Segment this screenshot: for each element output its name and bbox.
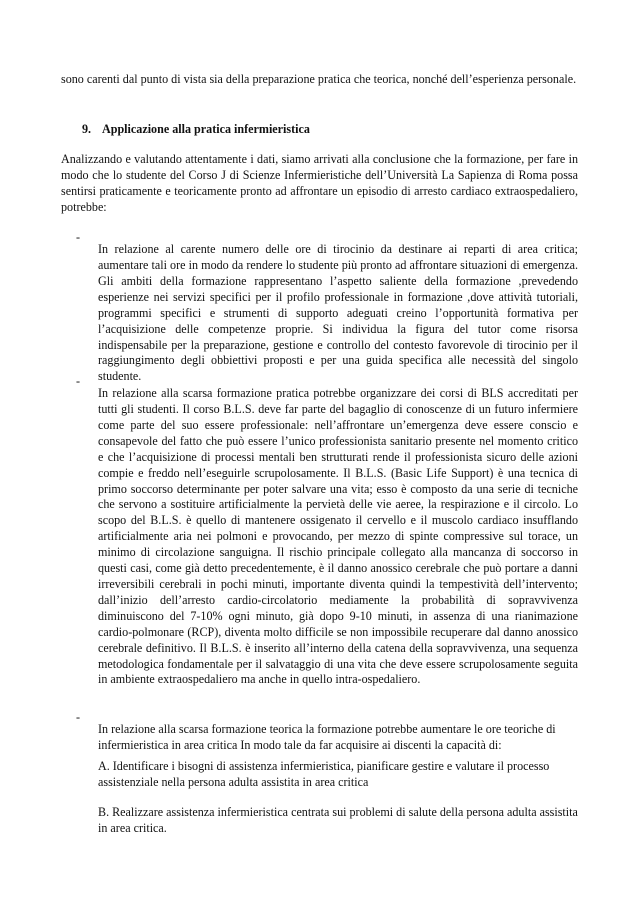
intro-paragraph <box>61 72 578 88</box>
section-title: Applicazione alla pratica infermieristica <box>102 122 310 136</box>
bullet-item-bls <box>76 374 578 700</box>
lead-paragraph <box>61 152 578 216</box>
sub-item-b: B. Realizzare assistenza infermieristica centrata sui problemi di salute della persona adulta assistita in area critica. <box>98 805 578 835</box>
bullet-text: In relazione alla scarsa formazione teorica la formazione potrebbe aumentare le ore teoriche di infermieristica in area critica In modo tale da far acquisire ai discenti la capacità di: <box>98 722 556 752</box>
bullet-dash: - <box>76 710 81 724</box>
bullet-text: In relazione al carente numero delle ore di tirocinio da destinare ai reparti di area critica; aumentare tali ore in modo da rendere lo studente più pronto ad affrontare situazioni di emergenza. Gli ambiti della formazione rappresentano l’aspetto saliente della formazione ,prevedendo esperienze nei servizi specifici per il profilo professionale in formazione ,dove attività tutoriali, programmi specifici e strumenti di supporto adeguati creino l’opportunità formativa per l’acquisizione delle competenze proprie. Si individua la figura del tutor come risorsa indispensabile per la preparazione, gestione e controllo del contesto favorevole di tirocinio per il raggiungimento degli obbiettivi proposti e per una guida specifica alle necessità del singolo studente. <box>98 242 578 384</box>
sub-item-a: A. Identificare i bisogni di assistenza infermieristica, pianificare gestire e valutare il processo assistenziale nella persona adulta assistita in area critica <box>98 759 550 789</box>
section-number: 9. <box>82 122 92 136</box>
intro-text: sono carenti dal punto di vista sia della preparazione pratica che teorica, nonché dell’esperienza personale. <box>61 72 577 86</box>
bullet-text: In relazione alla scarsa formazione pratica potrebbe organizzare dei corsi di BLS accreditati per tutti gli studenti. Il corso B.L.S. deve far parte del bagaglio di conoscenze di un futuro infermiere come parte del suo essere professionale: nell’affrontare un’emergenza deve essere conscio e consapevole del fatto che può essere l’unico professionista sanitario presente nel momento critico e che l’acquisizione di processi mentali ben strutturati rende il professionista sicuro delle azioni compie e freddo nell’eseguirle scrupolosamente. Il B.L.S. (Basic Life Support) è una tecnica di primo soccorso determinante per poter salvare una vita; esso è composto da una serie di tecniche che servono a sostituire artificialmente la pervietà delle vie aeree, la respirazione e il circolo. Lo scopo del B.L.S. è quello di mantenere ossigenato il cervello e il muscolo cardiaco insufflando artificialmente aria nei polmoni e provocando, per mezzo di spinte compressive sul torace, un minimo di circolazione sanguigna. Il rischio principale collegato alla mancanza di soccorso in questi casi, come già detto precedentemente, è il danno anossico cerebrale che può portare a danni irreversibili cerebrali in pochi minuti, importante diventa quindi la tempestività dell’intervento; dall’inizio dell’arresto cardio-circolatorio mediamente la probabilità di sopravvivenza diminuiscono del 7-10% ogni minuto, già dopo 9-10 minuti, in assenza di una rianimazione cardio-polmonare (RCP), diventa molto difficile se non impossibile recuperare dal danno anossico cerebrale definitivo. Il B.L.S. è inserito all’interno della catena della sopravvivenza, una sequenza metodologica fondamentale per il salvataggio di una vita che deve essere scrupolosamente seguita in ambiente extraospedaliero ma anche in quello intra-ospedaliero. <box>98 386 578 687</box>
bullet-item-tirocinio <box>76 230 578 397</box>
lead-paragraph-text: Analizzando e valutando attentamente i dati, siamo arrivati alla conclusione che la formazione, per fare in modo che lo studente del Corso J di Scienze Infermieristiche dell’Università La Sapienza di Roma possa sentirsi praticamente e teoricamente pronto ad affrontare un episodio di arresto cardiaco extraospedaliero, potrebbe: <box>61 152 578 214</box>
section-heading <box>82 122 310 138</box>
bullet-dash: - <box>76 374 81 388</box>
bullet-item-teoria <box>76 710 578 766</box>
bullet-dash: - <box>76 230 81 244</box>
